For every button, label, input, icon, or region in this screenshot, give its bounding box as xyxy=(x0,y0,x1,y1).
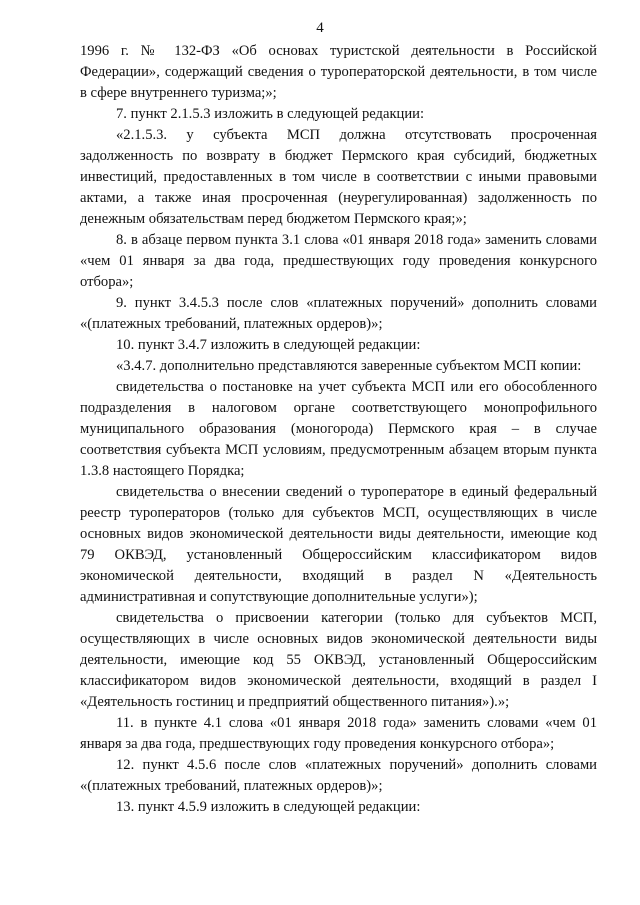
paragraph-clause-2-1-5-3: «2.1.5.3. у субъекта МСП должна отсутствовать просроченная задолженность по возврату в бюджет Пермского края субсидий, бюджетных инвестиций, предоставленных в том числе в соответствии с иными правовыми актами, а также иная просроченная (неурегулированная) задолженность по денежным обязательствам перед бюджетом Пермского края;»; xyxy=(80,127,597,227)
paragraph-tax-registration-certificate: свидетельства о постановке на учет субъекта МСП или его обособленного подразделения в налоговом органе соответствующего монопрофильного муниципального образования (моногорода) Пермского края – в случае соответствия субъекта МСП условиям, предусмотренным абзацем вторым пункта 1.3.8 настоящего Порядка; xyxy=(80,379,597,479)
paragraph-tour-operator-registry-certificate: свидетельства о внесении сведений о туроператоре в единый федеральный реестр туроператоров (только для субъектов МСП, осуществляющих в числе основных видов экономической деятельности виды деятельности, имеющие код 79 ОКВЭД, установленный Общероссийским классификатором видов экономической деятельности, входящий в раздел N «Деятельность административная и сопутствующие дополнительные услуги»); xyxy=(80,484,597,605)
paragraph-law-reference-continuation: 1996 г. № 132-ФЗ «Об основах туристской деятельности в Российской Федерации», содержащий сведения о туроператорской деятельности, в том числе в сфере внутреннего туризма;»; xyxy=(80,43,597,101)
paragraph-item-12: 12. пункт 4.5.6 после слов «платежных поручений» дополнить словами «(платежных требований, платежных ордеров)»; xyxy=(80,757,597,794)
paragraph-item-13: 13. пункт 4.5.9 изложить в следующей редакции: xyxy=(116,799,421,815)
paragraph-item-9: 9. пункт 3.4.5.3 после слов «платежных поручений» дополнить словами «(платежных требований, платежных ордеров)»; xyxy=(80,295,597,332)
paragraph-item-7: 7. пункт 2.1.5.3 изложить в следующей редакции: xyxy=(116,106,425,122)
paragraph-item-11: 11. в пункте 4.1 слова «01 января 2018 года» заменить словами «чем 01 января за два года, предшествующих году проведения конкурсного отбора»; xyxy=(80,715,597,752)
paragraph-item-10: 10. пункт 3.4.7 изложить в следующей редакции: xyxy=(116,337,421,353)
document-body xyxy=(80,41,597,818)
page-number: 4 xyxy=(316,20,324,36)
paragraph-clause-3-4-7: «3.4.7. дополнительно представляются заверенные субъектом МСП копии: xyxy=(116,358,582,374)
paragraph-item-8: 8. в абзаце первом пункта 3.1 слова «01 января 2018 года» заменить словами «чем 01 января за два года, предшествующих году проведения конкурсного отбора»; xyxy=(80,232,597,290)
paragraph-category-certificate: свидетельства о присвоении категории (только для субъектов МСП, осуществляющих в числе основных видов экономической деятельности виды деятельности, имеющие код 55 ОКВЭД, установленный Общероссийским классификатором видов экономической деятельности, входящий в раздел I «Деятельность гостиниц и предприятий общественного питания»).»; xyxy=(80,610,597,710)
